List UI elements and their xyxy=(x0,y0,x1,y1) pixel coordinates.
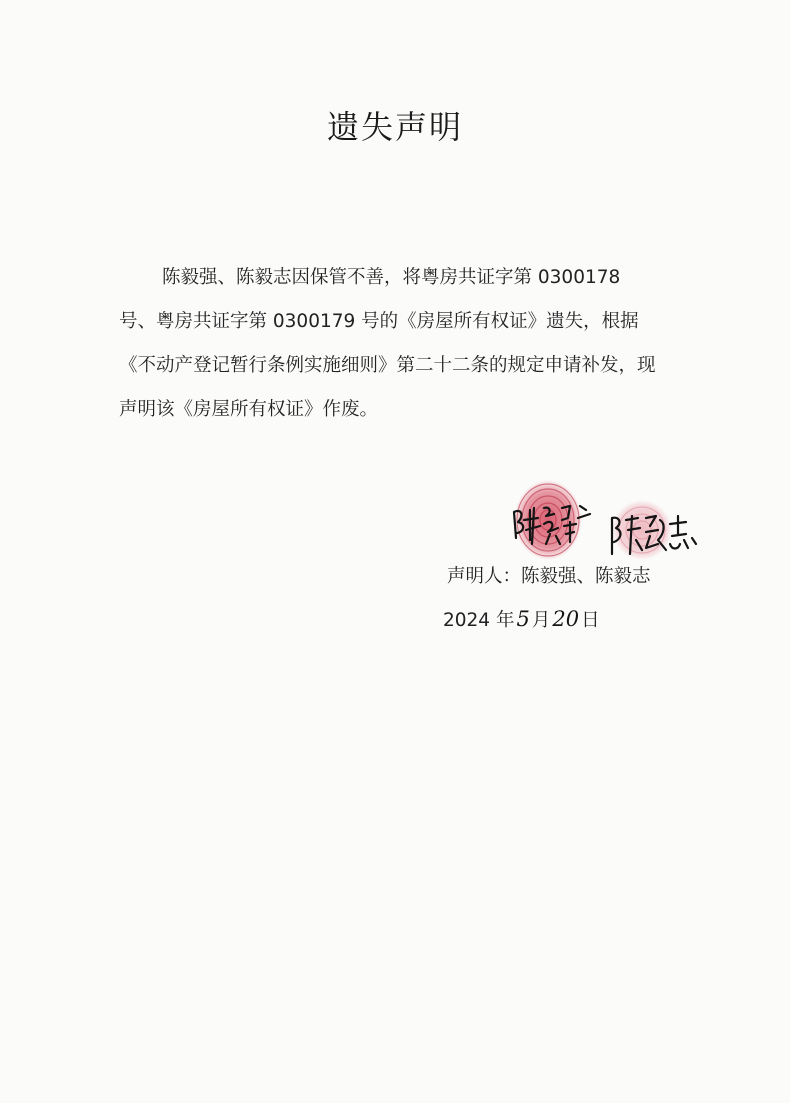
signatures-area xyxy=(500,478,720,568)
paragraph-line: 声明该《房屋所有权证》作废。 xyxy=(119,399,379,420)
paragraph-line: 陈毅强、陈毅志因保管不善，将粤房共证字第 0300178 xyxy=(162,267,621,288)
date-month-label: 月 xyxy=(531,610,551,631)
date-day-handwritten: 20 xyxy=(552,607,580,631)
date-day-label: 日 xyxy=(581,610,600,631)
document-title: 遗失声明 xyxy=(326,108,463,146)
declarant-line: 声明人：陈毅强、陈毅志 xyxy=(447,566,651,587)
paragraph-line: 号、粤房共证字第 0300179 号的《房屋所有权证》遗失，根据 xyxy=(119,311,639,332)
statement-paragraph xyxy=(119,256,679,432)
statement-date xyxy=(443,606,600,632)
paragraph-line: 《不动产登记暂行条例实施细则》第二十二条的规定申请补发，现 xyxy=(119,355,656,376)
signatures-graphic xyxy=(500,478,720,568)
date-month-handwritten: 5 xyxy=(516,607,530,631)
date-year: 2024 年 xyxy=(443,610,515,631)
